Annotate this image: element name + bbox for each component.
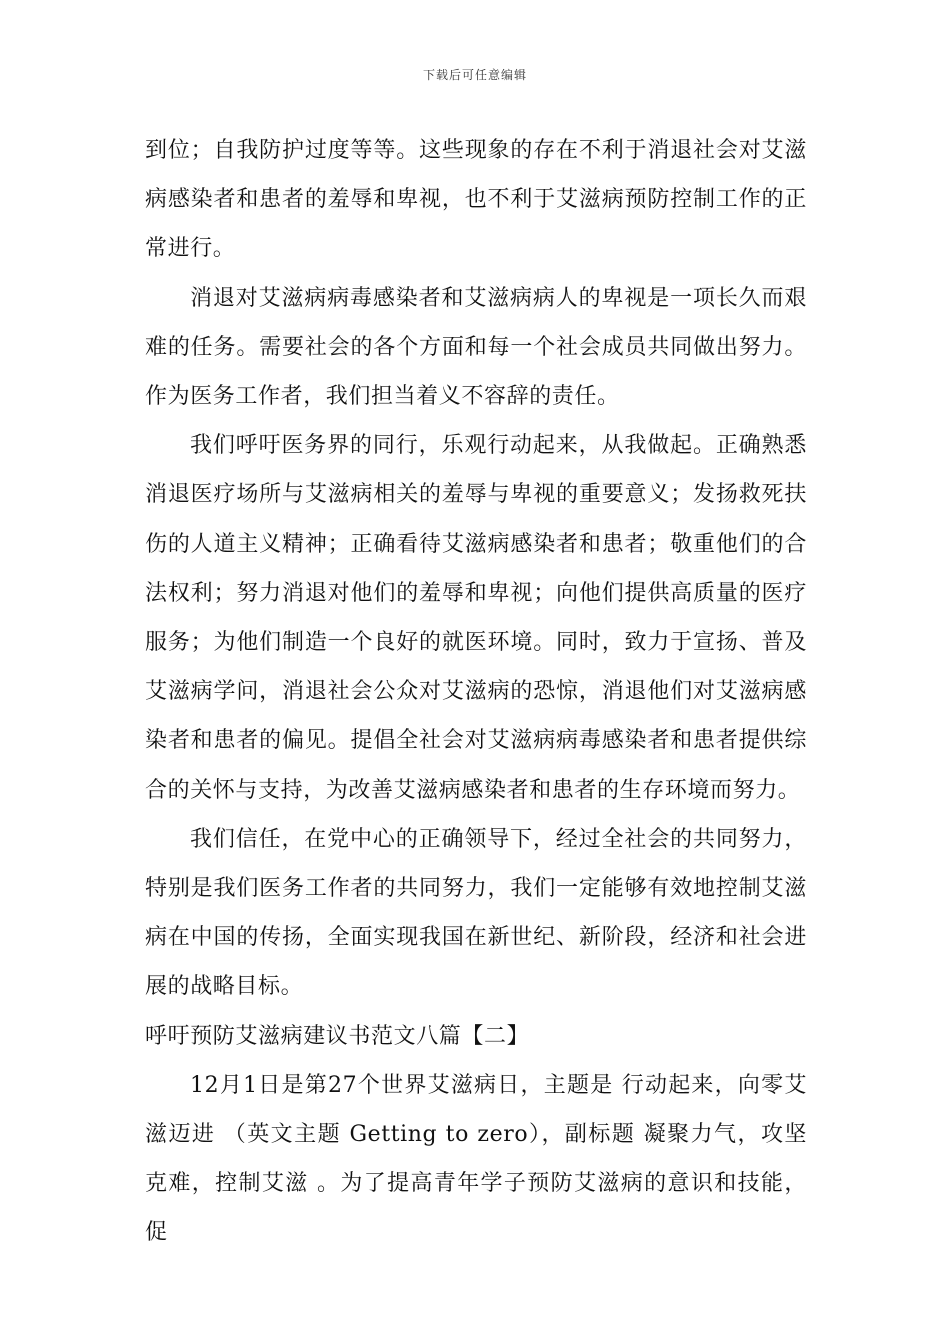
- page-header: 下载后可任意编辑: [422, 68, 527, 82]
- section-paragraph-1: 12月1日是第27个世界艾滋病日，主题是 行动起来，向零艾滋迈进 （英文主题 Getting to zero），副标题 凝聚力气，攻坚克难，控制艾滋 。为了提高青年学子预防艾滋病的意识和技能，促: [145, 1072, 807, 1246]
- paragraph-2: 消退对艾滋病病毒感染者和艾滋病病人的卑视是一项长久而艰难的任务。需要社会的各个方面和每一个社会成员共同做出努力。作为医务工作者，我们担当着义不容辞的责任。: [145, 285, 807, 410]
- section-heading: 呼吁预防艾滋病建议书范文八篇【二】: [145, 1023, 530, 1049]
- document-body: [145, 126, 807, 1258]
- paragraph-3: 我们呼吁医务界的同行，乐观行动起来，从我做起。正确熟悉消退医疗场所与艾滋病相关的羞辱与卑视的重要意义；发扬救死扶伤的人道主义精神；正确看待艾滋病感染者和患者；敬重他们的合法权利；努力消退对他们的羞辱和卑视；向他们提供高质量的医疗服务；为他们制造一个良好的就医环境。同时，致力于宣扬、普及艾滋病学问，消退社会公众对艾滋病的恐惊，消退他们对艾滋病感染者和患者的偏见。提倡全社会对艾滋病病毒感染者和患者提供综合的关怀与支持，为改善艾滋病感染者和患者的生存环境而努力。: [145, 433, 807, 803]
- paragraph-1: 到位；自我防护过度等等。这些现象的存在不利于消退社会对艾滋病感染者和患者的羞辱和卑视，也不利于艾滋病预防控制工作的正常进行。: [145, 138, 807, 262]
- paragraph-4: 我们信任，在党中心的正确领导下，经过全社会的共同努力，特别是我们医务工作者的共同努力，我们一定能够有效地控制艾滋病在中国的传扬，全面实现我国在新世纪、新阶段，经济和社会进展的战略目标。: [145, 826, 807, 1000]
